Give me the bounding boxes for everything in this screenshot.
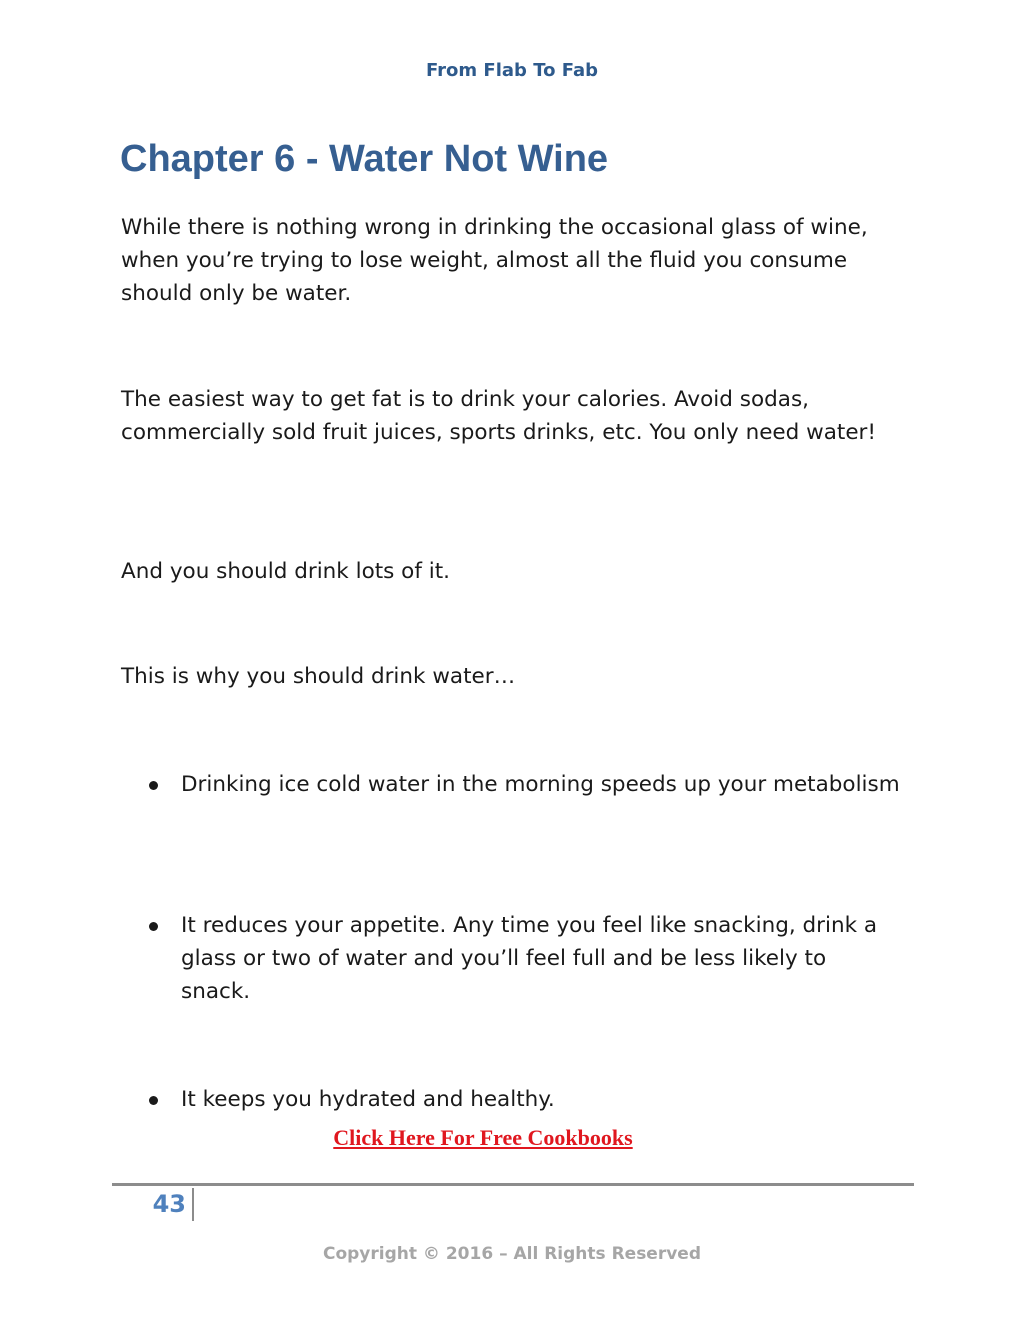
bullet-text: It reduces your appetite. Any time you feel like snacking, drink a glass or two of water and you’ll feel full and be less likely to snack.	[181, 913, 878, 1004]
paragraph-intro: While there is nothing wrong in drinking the occasional glass of wine, when you’re trying to lose weight, almost all the fluid you consume should only be water.	[121, 215, 868, 306]
footer-divider	[112, 1183, 914, 1186]
free-cookbooks-link[interactable]: Click Here For Free Cookbooks	[333, 1125, 633, 1150]
chapter-title: Chapter 6 - Water Not Wine	[120, 138, 609, 180]
bullet-icon	[149, 781, 158, 790]
bullet-text: Drinking ice cold water in the morning speeds up your metabolism	[181, 772, 900, 797]
paragraph-drink-lots: And you should drink lots of it.	[121, 559, 450, 584]
bullet-icon	[149, 922, 158, 931]
paragraph-why-water: This is why you should drink water…	[121, 664, 516, 689]
page-number-divider	[192, 1188, 194, 1221]
page-number: 43	[152, 1190, 186, 1218]
running-header: From Flab To Fab	[426, 60, 598, 81]
copyright-notice: Copyright © 2016 – All Rights Reserved	[322, 1244, 702, 1264]
paragraph-calories: The easiest way to get fat is to drink your calories. Avoid sodas, commercially sold fruit juices, sports drinks, etc. You only need water!	[121, 387, 877, 445]
bullet-text: It keeps you hydrated and healthy.	[181, 1087, 555, 1112]
bullet-icon	[149, 1096, 158, 1105]
